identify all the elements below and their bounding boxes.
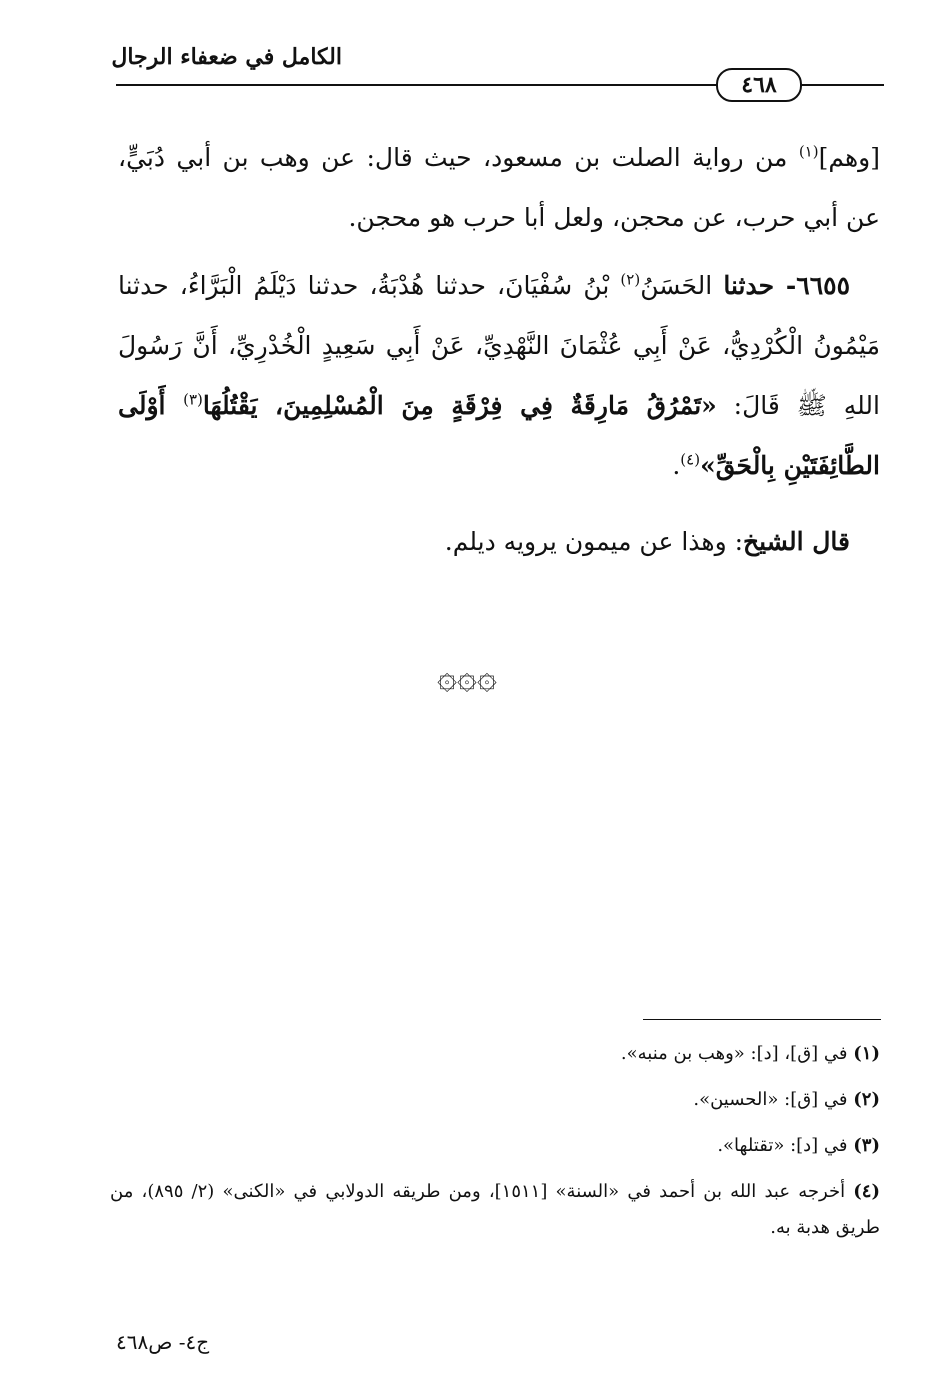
hadith-end: . [672, 451, 681, 480]
footnote-3 [110, 1128, 880, 1164]
footnote-2 [110, 1082, 880, 1118]
footnote-text: أخرجه عبد الله بن أحمد في «السنة» [١٥١١]، ومن طريقه الدولابي في «الكنى» (٢/ ٨٩٥)، من طريق هدبة به. [110, 1181, 880, 1238]
hadith-text-a: «تَمْرُقُ مَارِقَةٌ فِي فِرْقَةٍ مِنَ الْمُسْلِمِينَ، يَقْتُلُهَا [202, 391, 717, 420]
hadith-text-b: أَوْلَى الطَّائِفَتَيْنِ بِالْحَقِّ» [118, 391, 880, 480]
footnote-rule [643, 1019, 881, 1020]
hadith-number: ٦٦٥٥- [774, 271, 850, 300]
hadith-lead: حدثنا [723, 271, 775, 300]
isnad-text-b: بْنُ سُفْيَانَ، حدثنا هُدْبَةُ، حدثنا دَيْلَمُ الْبَرَّاءُ، حدثنا مَيْمُونُ الْكُرْدِيُّ، عَنْ أَبِي عُثْمَانَ النَّهْدِيِّ، عَنْ أَبِي سَعِيدٍ الْخُدْرِيِّ، أَنَّ رَسُولَ اللهِ ﷺ قَالَ: [118, 271, 880, 420]
footnote-number: (٢) [853, 1089, 880, 1110]
footnote-number: (٤) [853, 1181, 880, 1202]
footnote-text: في [ق]: «الحسين». [693, 1089, 848, 1110]
sheikh-text: : وهذا عن ميمون يرويه ديلم. [444, 527, 744, 556]
paragraph-hadith [118, 256, 880, 496]
intro-text-b: من رواية الصلت بن مسعود، حيث قال: عن وهب بن أبي دُبَيٍّ، عن أبي حرب، عن محجن، ولعل أبا حرب هو محجن. [118, 143, 880, 232]
sheikh-label: قال الشيخ [743, 527, 850, 556]
book-title: الكامل في ضعفاء الرجال [111, 44, 342, 70]
volume-page-signature: ج٤- ص٤٦٨ [116, 1330, 210, 1354]
footnote-ref-3: (٣) [183, 390, 203, 409]
paragraph-sheikh [118, 512, 880, 572]
footnote-ref-1: (١) [798, 142, 819, 161]
footnote-ref-2: (٢) [620, 270, 641, 289]
isnad-text-a: الحَسَنُ [640, 271, 724, 300]
page-number: ٤٦٨ [716, 68, 802, 102]
footnote-1 [110, 1036, 880, 1072]
page-header [111, 44, 884, 104]
ornament-divider-icon: ۞۞۞ [437, 657, 497, 697]
footnote-text: في [د]: «تقتلها». [717, 1135, 848, 1156]
footnote-ref-4: (٤) [680, 450, 701, 469]
footnote-number: (٣) [853, 1135, 880, 1156]
footnotes [110, 1036, 880, 1256]
footnote-text: في [ق]، [د]: «وهب بن منبه». [620, 1043, 848, 1064]
footnote-4 [110, 1174, 880, 1246]
intro-text-a: [وهم] [818, 143, 880, 172]
paragraph-intro [118, 128, 880, 248]
footnote-number: (١) [853, 1043, 880, 1064]
